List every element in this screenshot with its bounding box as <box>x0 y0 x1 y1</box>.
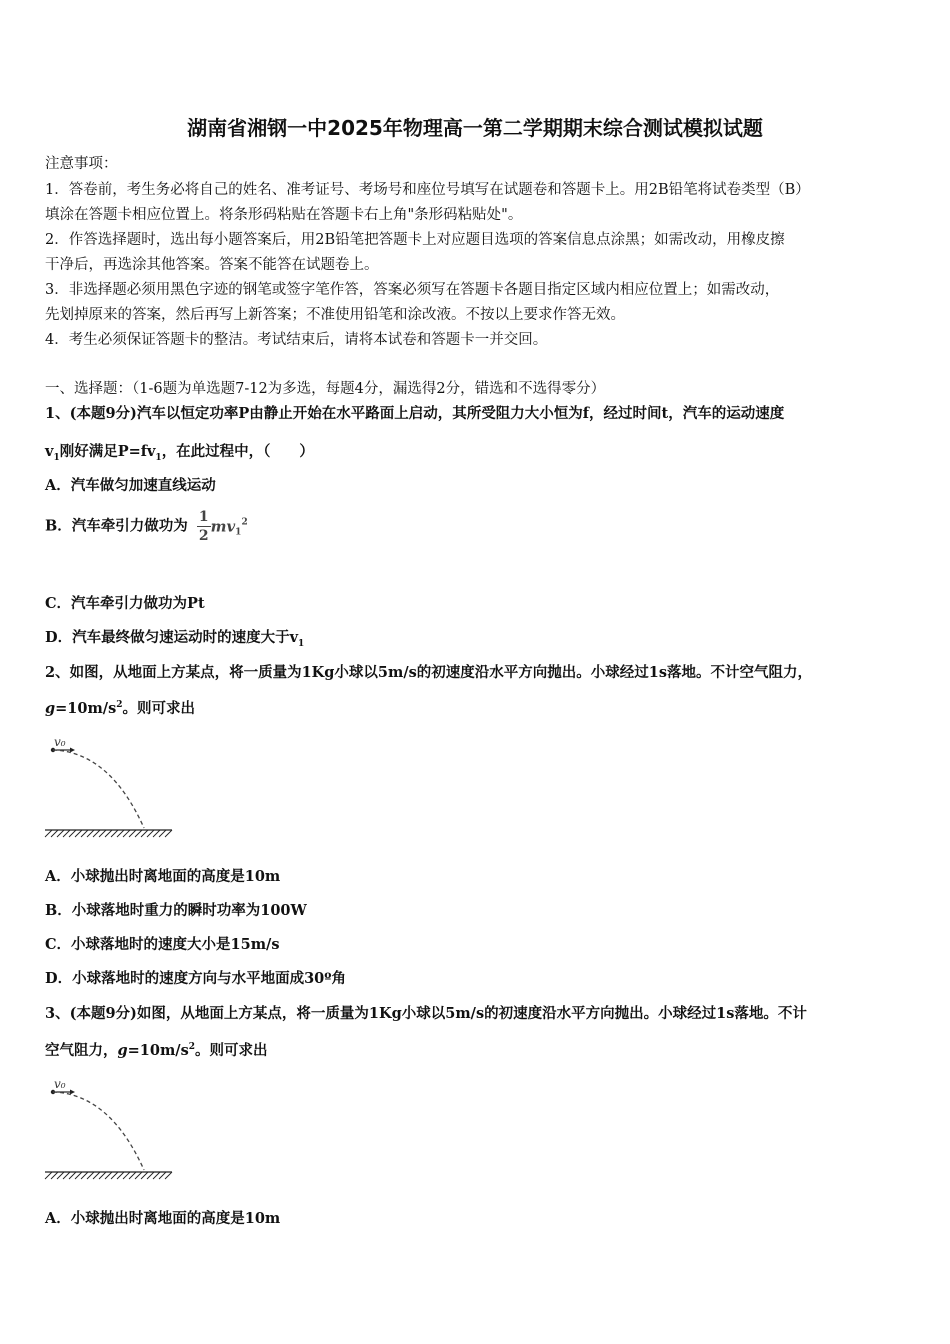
q3-stem-pre: 空气阻力， <box>45 1042 118 1059</box>
notice-heading: 注意事项： <box>45 156 118 172</box>
notice-line-7: 4．考生必须保证答题卡的整洁。考试结束后，请将本试卷和答题卡一并交回。 <box>45 332 548 348</box>
q3-v0-label: v₀ <box>54 1077 66 1091</box>
q3-stem-line-1: 3、(本题9分)如图，从地面上方某点，将一质量为1Kg小球以5m/s的初速度沿水平方向抛出。小球经过1s落地。不计 <box>45 1005 807 1022</box>
q1-option-b-text: B．汽车牵引力做功为 <box>45 517 188 535</box>
q2-g-sup: 2 <box>116 700 123 711</box>
ground-hatching <box>45 830 172 837</box>
trajectory-path <box>53 750 144 828</box>
q3-option-a: A．小球抛出时离地面的高度是10m <box>45 1210 281 1227</box>
q2-v0-label: v₀ <box>54 735 66 749</box>
q1-v: v <box>45 443 54 460</box>
q1-stem-line-1: 1、(本题9分)汽车以恒定功率P由静止开始在水平路面上启动，其所受阻力大小恒为f，经过时间t，汽车的运动速度 <box>45 405 785 422</box>
q1-stem-end: ，在此过程中，（ ） <box>161 443 314 460</box>
q1-option-b-sup: 2 <box>241 517 248 528</box>
q2-stem-line-2 <box>45 697 195 718</box>
fraction-numerator: 1 <box>198 509 209 525</box>
q1-v-sub: 1 <box>53 452 60 463</box>
q1-option-d-sub: 1 <box>298 638 305 649</box>
q3-g-sup: 2 <box>188 1042 196 1053</box>
q2-option-b: B．小球落地时重力的瞬时功率为100W <box>45 902 307 919</box>
notice-line-5: 3．非选择题必须用黑色字迹的钢笔或签字笔作答，答案必须写在答题卡各题目指定区域内相应位置上；如需改动， <box>45 282 780 298</box>
q1-option-a: A．汽车做匀加速直线运动 <box>45 477 216 494</box>
notice-line-2: 填涂在答题卡相应位置上。将条形码粘贴在答题卡右上角"条形码粘贴处"。 <box>45 207 523 223</box>
page-title: 湖南省湘钢一中2025年物理高一第二学期期末综合测试模拟试题 <box>187 116 763 140</box>
notice-line-1: 1．答卷前，考生务必将自己的姓名、准考证号、考场号和座位号填写在试题卷和答题卡上。用2B铅笔将试卷类型（B） <box>45 182 810 198</box>
q1-stem-line-2 <box>45 440 314 463</box>
q2-stem-line-1: 2、如图，从地面上方某点，将一质量为1Kg小球以5m/s的初速度沿水平方向抛出。小球经过1s落地。不计空气阻力， <box>45 664 813 681</box>
ground-hatching <box>45 1172 172 1179</box>
q3-stem-end: 。则可求出 <box>195 1042 268 1059</box>
q1-option-b-expr: mv <box>210 517 236 536</box>
notice-line-3: 2．作答选择题时，选出每小题答案后，用2B铅笔把答题卡上对应题目选项的答案信息点涂黑；如需改动，用橡皮擦 <box>45 232 785 248</box>
q3-g: g <box>117 1042 128 1059</box>
q1-option-b-sub: 1 <box>235 527 242 538</box>
arrow-head-icon <box>70 748 75 753</box>
q2-option-a: A．小球抛出时离地面的高度是10m <box>45 868 281 885</box>
q2-option-c: C．小球落地时的速度大小是15m/s <box>45 936 280 953</box>
q1-option-d-text: D．汽车最终做匀速运动时的速度大于v <box>45 629 298 646</box>
q1-condition: 刚好满足P=fv <box>59 443 156 460</box>
trajectory-path <box>53 1092 144 1170</box>
q2-g: g <box>45 700 56 717</box>
q1-option-d <box>45 626 304 649</box>
q1-option-b <box>45 508 248 545</box>
q3-g-value: =10m/s <box>127 1042 189 1059</box>
notice-line-6: 先划掉原来的答案，然后再写上新答案；不准使用铅笔和涂改液。不按以上要求作答无效。 <box>45 307 625 323</box>
q1-condition-sub: 1 <box>155 452 162 463</box>
section-heading: 一、选择题：（1-6题为单选题7-12为多选，每题4分，漏选得2分，错选和不选得零分） <box>45 381 606 397</box>
q1-option-c: C．汽车牵引力做功为Pt <box>45 595 205 612</box>
q1-option-b-fraction <box>197 508 211 545</box>
q2-stem-end: 。则可求出 <box>122 700 196 717</box>
arrow-head-icon <box>70 1090 75 1095</box>
q3-projectile-figure <box>40 1072 180 1187</box>
q2-projectile-figure <box>40 730 180 845</box>
q2-option-d: D．小球落地时的速度方向与水平地面成30º角 <box>45 970 347 987</box>
notice-line-4: 干净后，再选涂其他答案。答案不能答在试题卷上。 <box>45 257 379 273</box>
q2-g-value: =10m/s <box>55 700 117 717</box>
fraction-denominator: 2 <box>198 528 209 544</box>
q3-stem-line-2 <box>45 1039 268 1060</box>
